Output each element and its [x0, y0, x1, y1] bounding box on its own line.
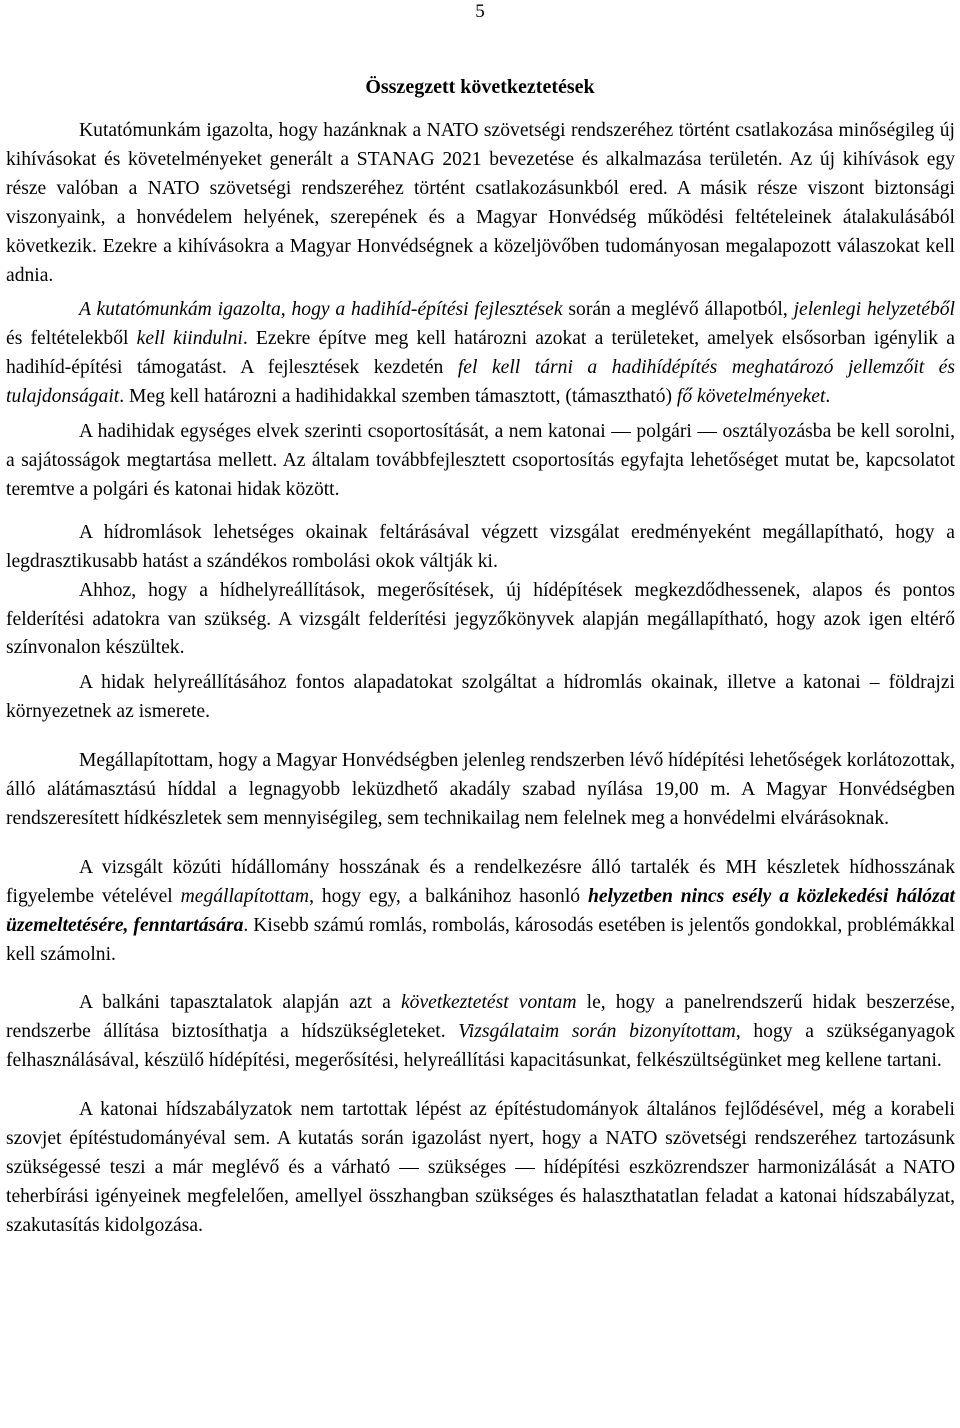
text-segment: Ahhoz, hogy a hídhelyreállítások, megerősítések, új hídépítések megkezdődhessenek, alapos és pontos felderítési adatokra van szükség. A vizsgált felderítési jegyzőkönyvek alapján megállapítható, hogy azok igen eltérő színvonalon készültek. — [6, 579, 955, 659]
paragraph-1 — [6, 117, 955, 290]
italic-segment: kell kiindulni — [136, 328, 243, 350]
text-segment: A hídromlások lehetséges okainak feltárásával végzett vizsgálat eredményeként megállapítható, hogy a legdrasztikusabb hatást a szándékos rombolási okok váltják ki. — [6, 521, 955, 572]
text-segment: Megállapítottam, hogy a Magyar Honvédségben jelenleg rendszerben lévő hídépítési lehetőségek korlátozottak, álló alátámasztású híddal a legnagyobb leküzdhető akadály szabad nyílása 19,00 m. A Magyar Honvédségben rendszeresített hídkészletek sem mennyiségileg, sem technikailag nem felelnek meg a honvédelmi elvárásoknak. — [6, 750, 955, 829]
text-segment: során a meglévő állapotból, — [562, 299, 794, 321]
text-segment: A katonai hídszabályzatok nem tartottak lépést az építéstudományok általános fejlődésével, még a korabeli szovjet építéstudományéval sem. A kutatás során igazolást nyert, hogy a NATO szövetségi rendszeréhez tartozásunk szükségessé teszi a már meglévő és a várható — szükséges — hídépítési eszközrendszer harmonizálását a NATO teherbírási igényeinek megfelelően, amellyel összhangban szükséges és halaszthatatlan feladat a katonai hídszabályzat, szakutasítás kidolgozása. — [6, 1099, 955, 1236]
text-segment: A hadihidak egységes elvek szerinti csoportosítását, a nem katonai — polgári — osztályozásba be kell sorolni, a sajátosságok megtartása mellett. Az általam továbbfejlesztett csoportosítás egyfajta lehetőséget mutat be, kapcsolatot teremtve a polgári és katonai hidak között. — [6, 421, 955, 500]
italic-segment: A kutatómunkám igazolta, hogy a hadihíd-építési fejlesztések — [79, 299, 563, 321]
text-segment: . — [825, 386, 831, 408]
paragraph-3 — [6, 418, 955, 505]
italic-segment: fel kell tárni a hadihídépítés meghatározó jellemzőit és tulajdonságait — [6, 357, 955, 408]
text-segment: . Ezekre építve meg kell határozni azokat a területeket, amelyek elsősorban igénylik a hadihíd-építési támogatást. A fejlesztések kezdetén — [6, 328, 955, 379]
paragraph-4 — [6, 519, 955, 577]
text-segment: , hogy egy, a balkánihoz hasonló — [309, 885, 588, 907]
italic-segment: Vizsgálataim során bizonyítottam — [458, 1021, 736, 1043]
text-segment: A balkáni tapasztalatok alapján azt a — [79, 992, 401, 1014]
paragraph-9 — [6, 989, 955, 1076]
italic-segment: jelenlegi helyzetéből — [793, 299, 955, 321]
italic-segment: fő követelményeket — [676, 386, 826, 408]
text-segment: . Meg kell határozni a hadihidakkal szemben támasztott, (támasztható) — [119, 386, 677, 408]
text-segment: , hogy a szükséganyagok felhasználásával, készülő hídépítési, megerősítési, helyreállítási kapacitásunkat, felkészültségünket meg kellene tartani. — [6, 1021, 955, 1072]
text-segment: A hidak helyreállításához fontos alapadatokat szolgáltat a hídromlás okainak, illetve a katonai – földrajzi környezetnek az ismerete. — [6, 672, 955, 723]
text-segment: . Kisebb számú romlás, rombolás, károsodás esetében is jelentős gondokkal, problémákkal kell számolni. — [6, 914, 955, 965]
paragraph-8 — [6, 854, 955, 970]
page-number: 5 — [475, 1, 485, 22]
section-title: Összegzett következtetések — [365, 76, 595, 98]
text-segment: Kutatómunkám igazolta, hogy hazánknak a NATO szövetségi rendszeréhez történt csatlakozása minőségileg új kihívásokat és követelményeket generált a STANAG 2021 bevezetése és alkalmazása területén. Az új kihívások egy része valóban a NATO szövetségi rendszeréhez történt csatlakozásunkból ered. A másik része viszont biztonsági viszonyaink, a honvédelem helyének, szerepének és a Magyar Honvédség működési feltételeinek átalakulásából következik. Ezekre a kihívásokra a Magyar Honvédségnek a közeljövőben tudományosan megalapozott válaszokat kell adnia. — [6, 120, 955, 286]
paragraph-6 — [6, 669, 955, 727]
italic-segment: megállapítottam — [180, 885, 310, 907]
paragraph-10 — [6, 1096, 955, 1241]
bold-italic-segment: helyzetben nincs esély a közlekedési hálózat üzemeltetésére, fenntartására — [6, 885, 955, 936]
body-text — [6, 117, 955, 1241]
paragraph-7 — [6, 747, 955, 834]
italic-segment: következtetést vontam — [400, 992, 577, 1014]
text-segment: A vizsgált közúti hídállomány hosszának és a rendelkezésre álló tartalék és MH készletek hídhosszának figyelembe vételével — [6, 856, 955, 907]
text-segment: le, hogy a panelrendszerű hidak beszerzése, rendszerbe állítása biztosíthatja a hídszükségleteket. — [6, 992, 956, 1043]
paragraph-5 — [6, 577, 955, 664]
paragraph-2 — [6, 296, 955, 412]
text-segment: és feltételekből — [6, 328, 137, 350]
